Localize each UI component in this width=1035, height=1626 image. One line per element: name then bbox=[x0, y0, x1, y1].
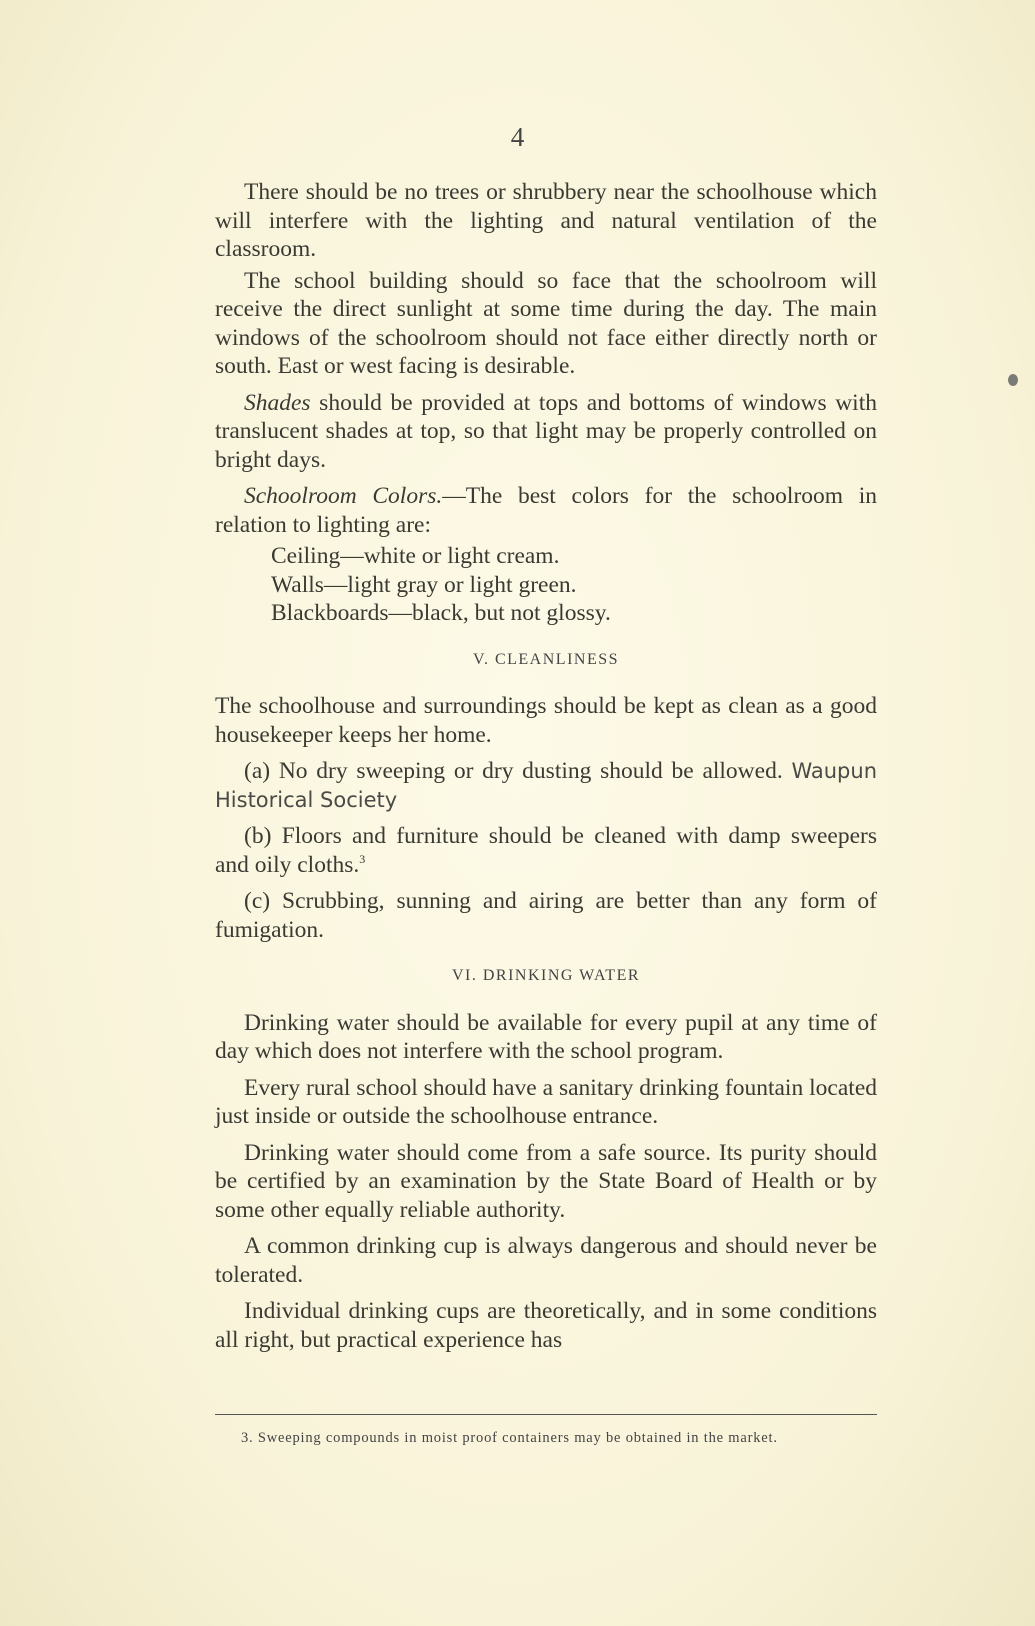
list-item: Ceiling—white or light cream. bbox=[271, 543, 560, 569]
shades-text: should be provided at tops and bottoms of windows with translucent shades at top, so that light may be properly controlled on bright days. bbox=[215, 389, 877, 473]
footnote-divider bbox=[215, 1414, 877, 1415]
colors-text: —The best colors for the schoolroom in relation to lighting are: bbox=[215, 483, 878, 538]
list-item: Walls—light gray or light green. bbox=[271, 571, 577, 598]
page-number: 4 bbox=[510, 122, 525, 152]
paragraph-shades bbox=[215, 389, 877, 475]
paragraph-individual-cups: Individual drinking cups are theoretically, and in some conditions all right, but practical experience has bbox=[215, 1298, 877, 1353]
section-heading-drinking-water: VI. DRINKING WATER bbox=[451, 967, 641, 984]
shades-label: Shades bbox=[244, 389, 311, 416]
paragraph-trees: There should be no trees or shrubbery near the schoolhouse which will interfere with the lighting and natural ventilation of the classroom. bbox=[215, 179, 877, 262]
paragraph-item-c: (c) Scrubbing, sunning and airing are better than any form of fumigation. bbox=[215, 888, 877, 943]
paragraph-item-b bbox=[215, 822, 877, 879]
footnote: 3. Sweeping compounds in moist proof containers may be obtained in the market. bbox=[241, 1430, 778, 1446]
paragraph-fountain: Every rural school should have a sanitary drinking fountain located just inside or outside the schoolhouse entrance. bbox=[215, 1074, 877, 1129]
paragraph-item-a bbox=[215, 757, 877, 814]
paragraph-water-available: Drinking water should be available for every pupil at any time of day which does not interfere with the school program. bbox=[215, 1009, 877, 1064]
body-text bbox=[215, 178, 877, 1357]
paragraph-safe-source: Drinking water should come from a safe source. Its purity should be certified by an examination by the State Board of Health or by some other equally reliable authority. bbox=[215, 1139, 877, 1223]
colors-list bbox=[215, 542, 877, 628]
section-heading-cleanliness: V. CLEANLINESS bbox=[472, 650, 620, 668]
item-a-text: (a) No dry sweeping or dry dusting should be allowed. bbox=[244, 758, 783, 784]
paragraph-colors bbox=[215, 482, 877, 539]
paragraph-common-cup: A common drinking cup is always dangerous and should never be tolerated. bbox=[215, 1233, 877, 1288]
paragraph-orientation: The school building should so face that the schoolroom will receive the direct sunlight at some time during the day. The main windows of the schoolroom should not face either directly north or south. East or west facing is desirable. bbox=[215, 267, 877, 379]
item-b-text: (b) Floors and furniture should be cleaned with damp sweepers and oily cloths. bbox=[215, 823, 877, 878]
watermark-text: Waupun Historical Society bbox=[215, 759, 878, 812]
paragraph-cleanliness-intro: The schoolhouse and surroundings should be kept as clean as a good housekeeper keeps her home. bbox=[215, 693, 877, 748]
colors-label: Schoolroom Colors. bbox=[244, 483, 443, 509]
paper-speck bbox=[1008, 374, 1018, 386]
list-item: Blackboards—black, but not glossy. bbox=[271, 600, 611, 626]
footnote-reference: 3 bbox=[359, 851, 366, 866]
